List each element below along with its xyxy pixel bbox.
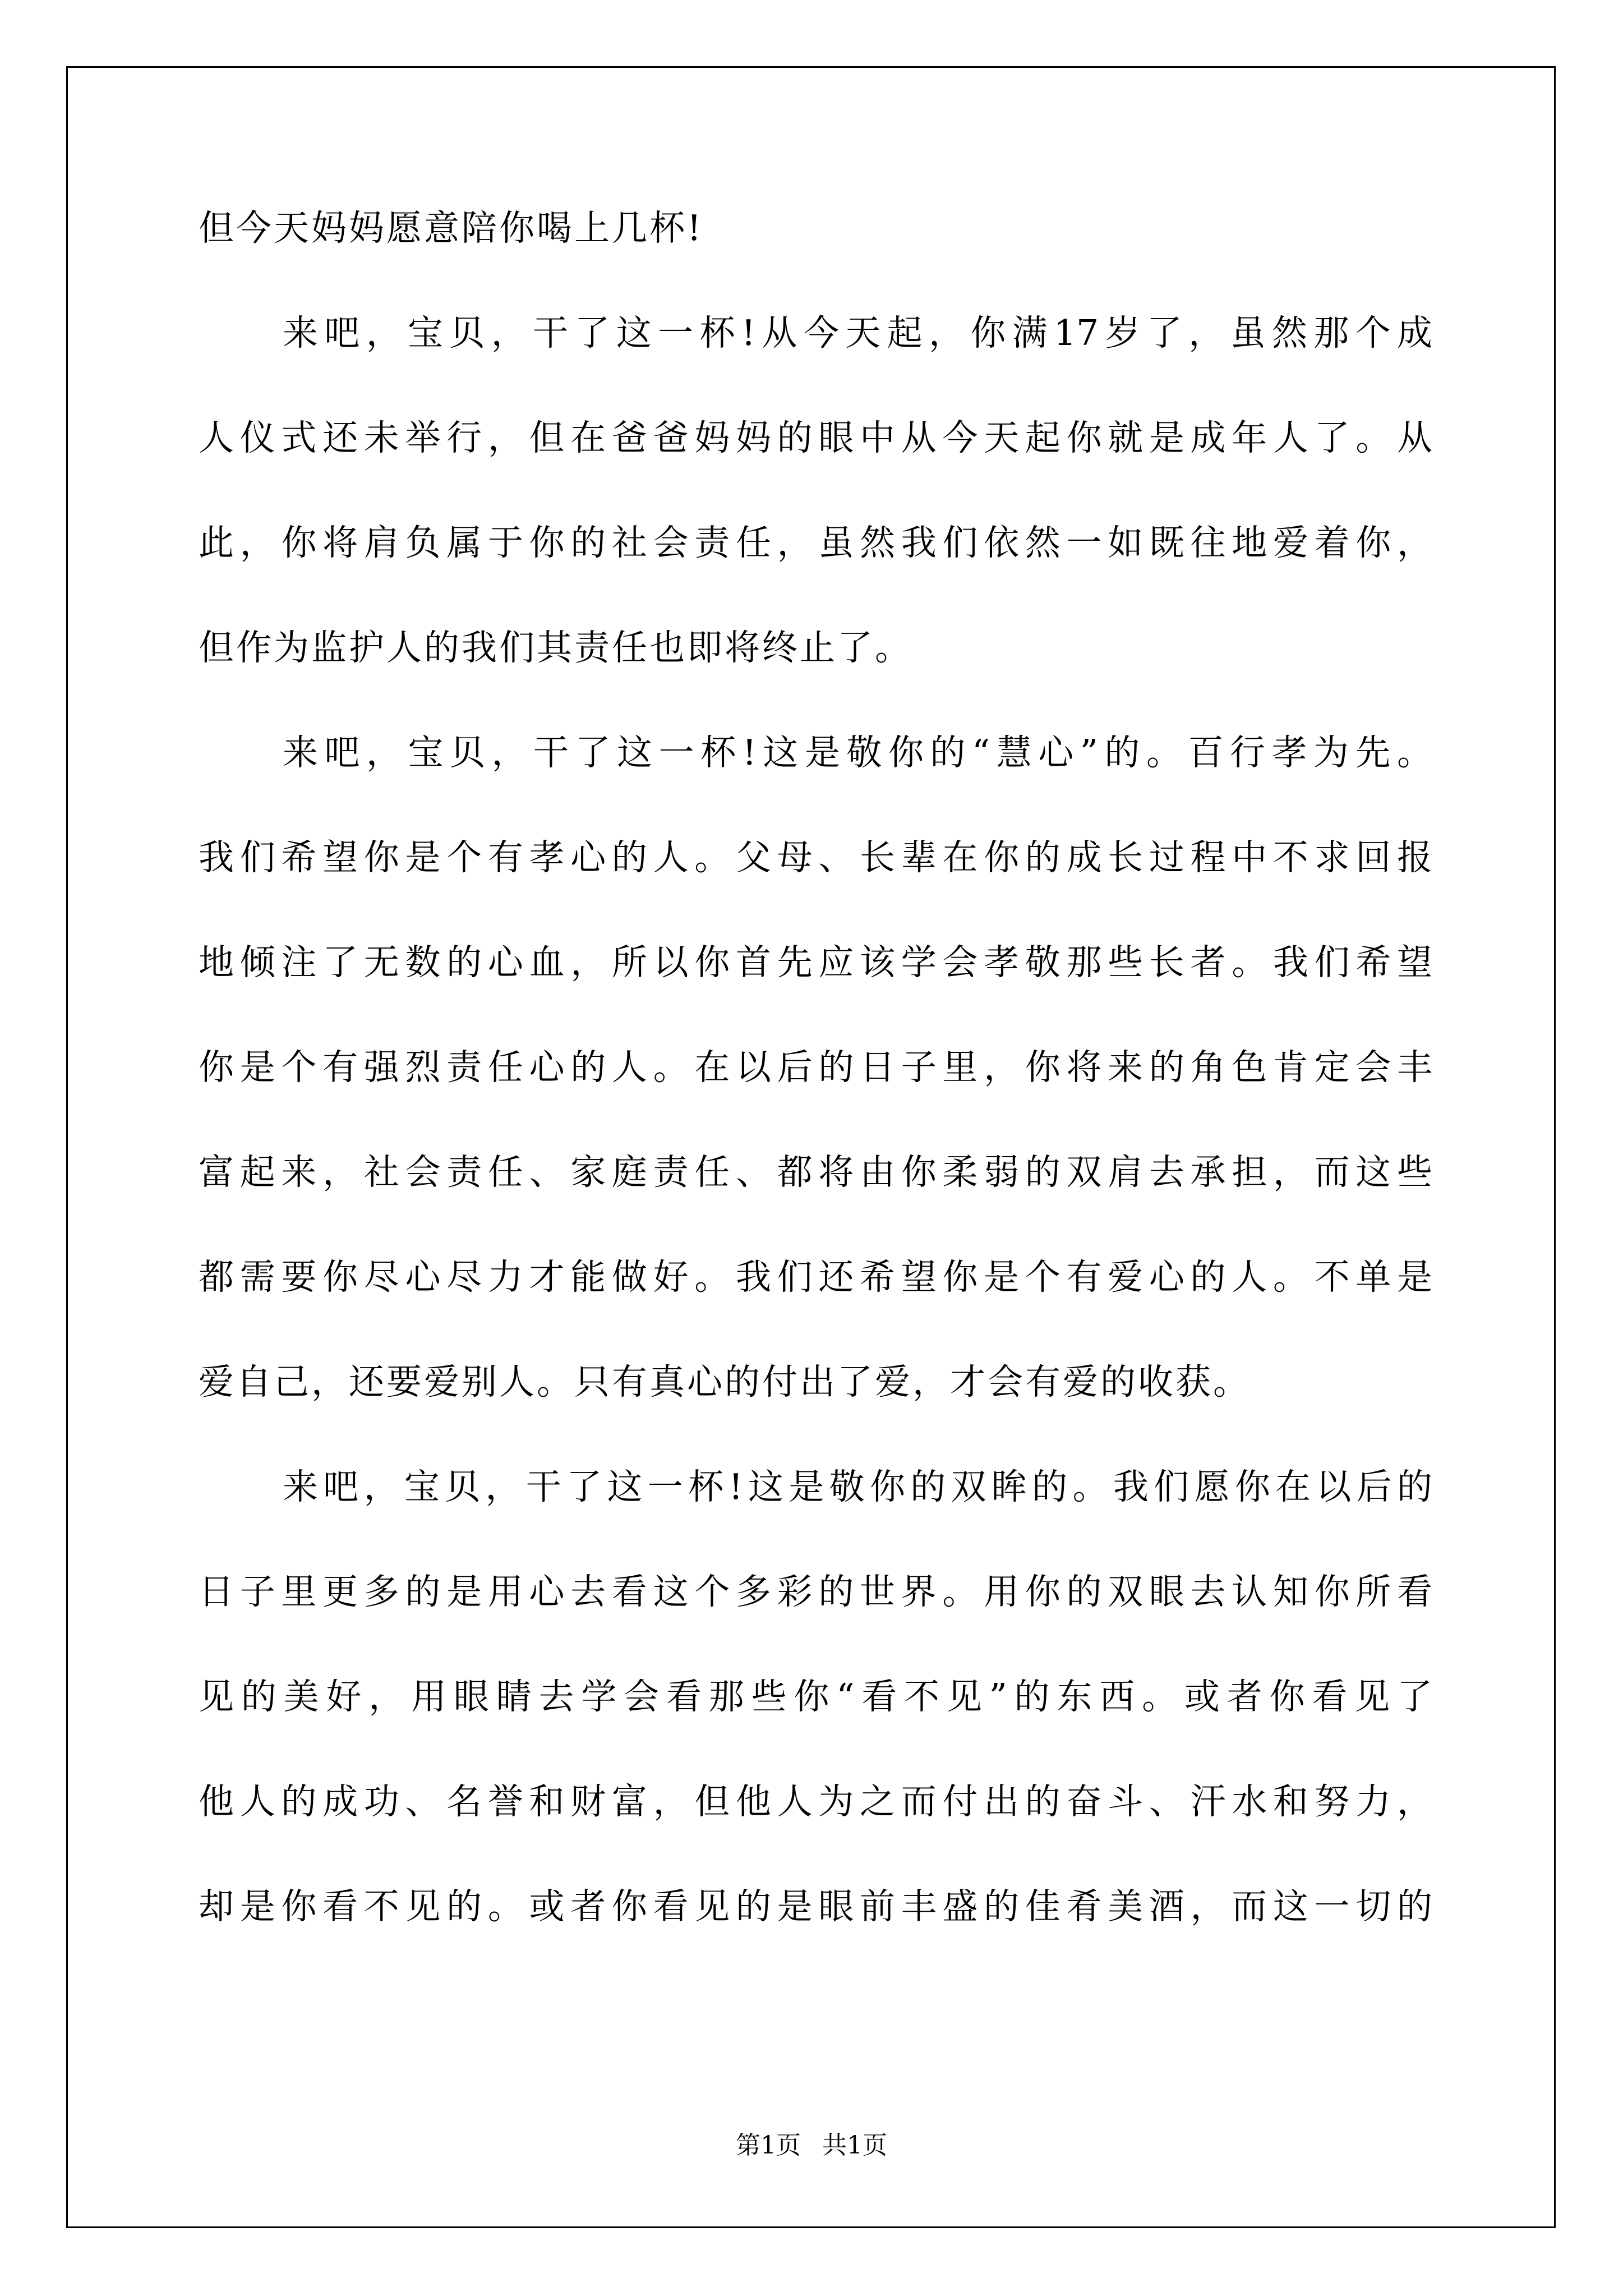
text-line: 日子里更多的是用心去看这个多彩的世界。用你的双眼去认知你所看 — [199, 1571, 1432, 1612]
page-footer — [0, 2129, 1623, 2162]
text-line: 来吧，宝贝，干了这一杯!这是敬你的“慧心”的。百行孝为先。 — [283, 732, 1432, 773]
text-line: 来吧，宝贝，干了这一杯!这是敬你的双眸的。我们愿你在以后的 — [283, 1466, 1432, 1507]
text-line: 来吧，宝贝，干了这一杯!从今天起，你满17岁了，虽然那个成 — [283, 312, 1432, 353]
text-line: 却是你看不见的。或者你看见的是眼前丰盛的佳肴美酒，而这一切的 — [199, 1886, 1432, 1927]
text-line: 爱自己，还要爱别人。只有真心的付出了爱，才会有爱的收获。 — [199, 1361, 1251, 1402]
text-line: 地倾注了无数的心血，所以你首先应该学会孝敬那些长者。我们希望 — [199, 942, 1432, 983]
page-number: 第1页 — [736, 2131, 801, 2160]
text-line: 但作为监护人的我们其责任也即将终止了。 — [199, 627, 912, 668]
text-line: 人仪式还未举行，但在爸爸妈妈的眼中从今天起你就是成年人了。从 — [199, 417, 1432, 458]
text-line: 见的美好，用眼睛去学会看那些你“看不见”的东西。或者你看见了 — [199, 1676, 1432, 1717]
page-total: 共1页 — [822, 2131, 887, 2160]
text-line: 我们希望你是个有孝心的人。父母、长辈在你的成长过程中不求回报 — [199, 837, 1432, 878]
text-line: 富起来，社会责任、家庭责任、都将由你柔弱的双肩去承担，而这些 — [199, 1152, 1432, 1193]
text-line: 但今天妈妈愿意陪你喝上几杯! — [199, 208, 704, 249]
text-line: 此，你将肩负属于你的社会责任，虽然我们依然一如既往地爱着你， — [199, 522, 1432, 563]
text-line: 都需要你尽心尽力才能做好。我们还希望你是个有爱心的人。不单是 — [199, 1257, 1432, 1297]
text-line: 他人的成功、名誉和财富，但他人为之而付出的奋斗、汗水和努力， — [199, 1781, 1432, 1822]
text-line: 你是个有强烈责任心的人。在以后的日子里，你将来的角色肯定会丰 — [199, 1047, 1432, 1088]
